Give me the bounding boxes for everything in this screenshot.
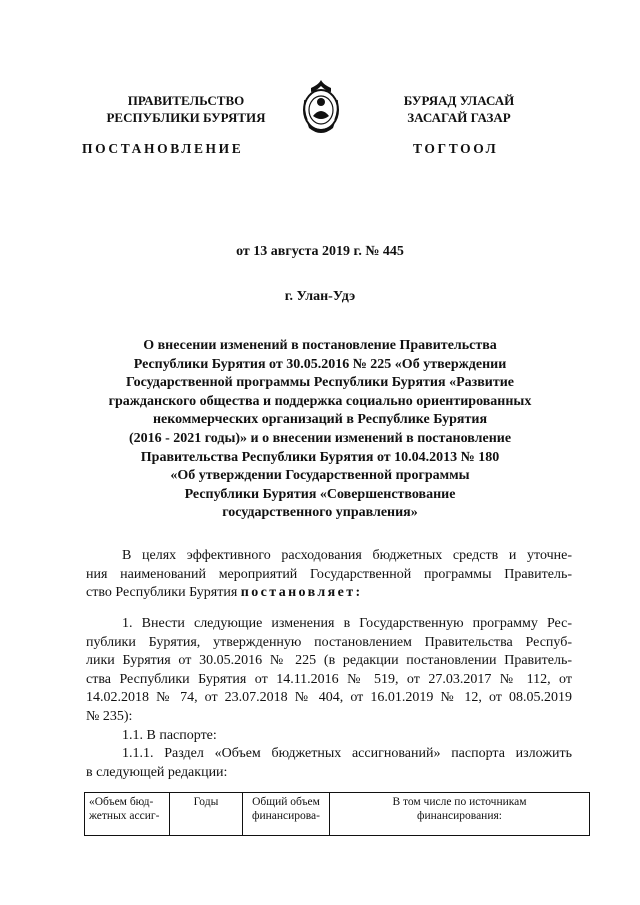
title-line: (2016 - 2021 годы)» и о внесении изменений в постановление xyxy=(128,430,512,446)
financing-table xyxy=(84,792,590,836)
item-1-line: № 235): xyxy=(86,708,133,724)
item-1-paragraph xyxy=(86,615,572,727)
preamble-line: ния наименований мероприятий Государственной программы Правитель- xyxy=(86,566,572,582)
item-1-1-paragraph xyxy=(86,727,572,746)
decree-keyword: постановляет: xyxy=(240,585,363,601)
document-title xyxy=(100,337,540,523)
item-1-line: публики Бурятия, утвержденную постановлением Правительства Респуб- xyxy=(86,634,572,650)
preamble-line xyxy=(86,584,572,603)
item-1-line: ства Республики Бурятия от 14.11.2016 № 519, от 27.03.2017 № 112, от xyxy=(86,671,572,687)
title-line: Правительства Республики Бурятия от 10.04.2013 № 180 xyxy=(140,449,500,465)
item-1-line: 1. Внести следующие изменения в Государственную программу Рес- xyxy=(122,616,572,631)
title-line: государственного управления» xyxy=(222,505,418,521)
title-line: Государственной программы Республики Бурятия «Развитие xyxy=(125,375,515,391)
header-left-org xyxy=(82,92,290,126)
header-right-line1: БУРЯАД УЛАСАЙ xyxy=(403,93,515,108)
item-1-1-1-line: 1.1.1. Раздел «Объем бюджетных ассигнований» паспорта изложить xyxy=(122,746,572,761)
item-1-line: 14.02.2018 № 74, от 23.07.2018 № 404, от 16.01.2019 № 12, от 08.05.2019 xyxy=(86,690,572,706)
table-cell-years: Годы xyxy=(170,793,243,836)
preamble-paragraph xyxy=(86,547,572,603)
preamble-text: ство Республики Бурятия xyxy=(86,585,241,601)
table-cell-total-volume: Общий объем финансирова- xyxy=(243,793,330,836)
title-line: Республики Бурятия «Совершенствование xyxy=(184,486,456,502)
title-line: О внесении изменений в постановление Правительства xyxy=(143,338,497,353)
item-1-line: лики Бурятия от 30.05.2016 № 225 (в редакции постановлении Правитель- xyxy=(86,653,572,669)
preamble-line: В целях эффективного расходования бюджетных средств и уточне- xyxy=(122,548,572,563)
header-left-line2: РЕСПУБЛИКИ БУРЯТИЯ xyxy=(106,110,266,125)
title-line: «Об утверждении Государственной программы xyxy=(170,468,470,484)
item-1-1-1-paragraph xyxy=(86,745,572,782)
table-cell-budget-volume: «Объем бюд- жетных ассиг- xyxy=(85,793,170,836)
header-right-org xyxy=(376,92,542,126)
title-line: некоммерческих организаций в Республике Бурятия xyxy=(152,412,488,428)
header-left-doc-type: ПОСТАНОВЛЕНИЕ xyxy=(82,141,244,156)
item-1-1-1-line: в следующей редакции: xyxy=(86,764,228,780)
title-line: Республики Бурятия от 30.05.2016 № 225 «Об утверждении xyxy=(133,356,507,372)
title-line: гражданского общества и поддержка социально ориентированных xyxy=(108,393,532,409)
header-right-line2: ЗАСАГАЙ ГАЗАР xyxy=(407,110,511,125)
document-city: г. Улан-Удэ xyxy=(284,289,356,304)
header-left-line1: ПРАВИТЕЛЬСТВО xyxy=(127,93,245,108)
table-cell-sources: В том числе по источникам финансирования: xyxy=(330,793,590,836)
coat-of-arms-emblem xyxy=(299,76,343,140)
header-right-doc-type: ТОГТООЛ xyxy=(413,141,499,156)
table-row xyxy=(85,793,590,836)
document-date-number: от 13 августа 2019 г. № 445 xyxy=(236,244,404,259)
item-1-1-line: 1.1. В паспорте: xyxy=(122,728,217,743)
